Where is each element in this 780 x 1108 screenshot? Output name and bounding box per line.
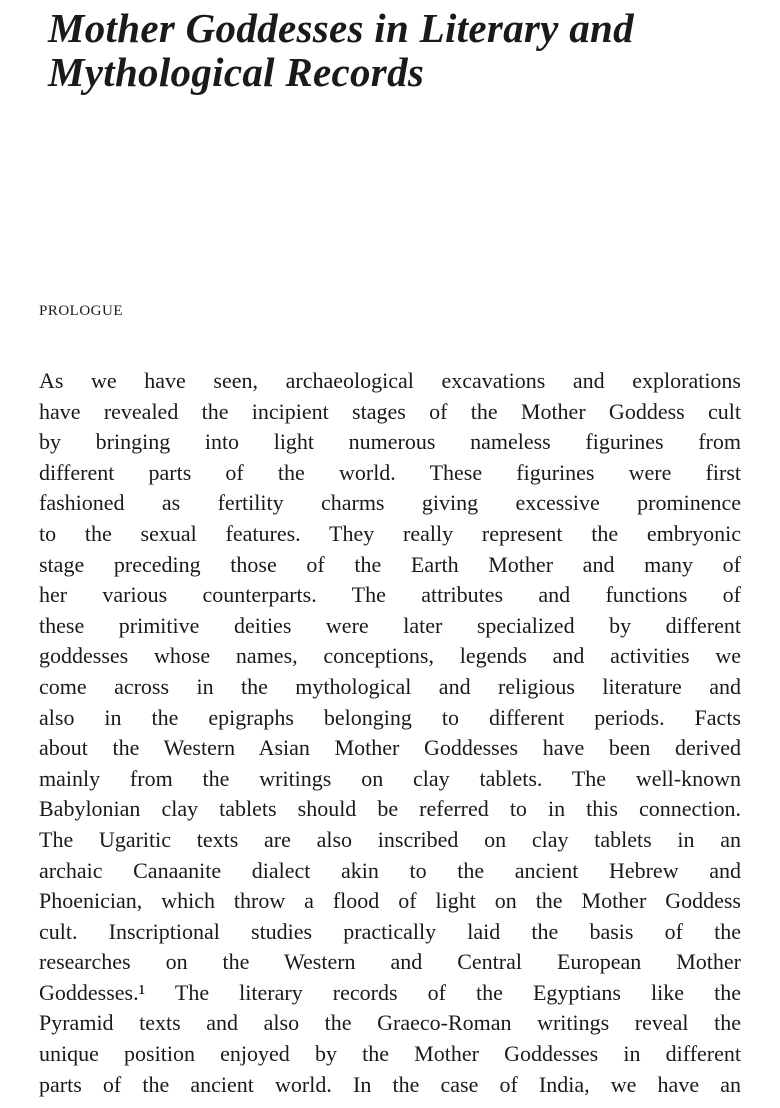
text-line: Pyramid texts and also the Graeco-Roman writings reveal the: [39, 1010, 741, 1036]
text-line: Babylonian clay tablets should be referred to in this connection.: [39, 796, 741, 822]
text-line: by bringing into light numerous nameless figurines from: [39, 429, 741, 455]
text-line: mainly from the writings on clay tablets. The well-known: [39, 765, 741, 791]
text-line: Goddesses.¹ The literary records of the Egyptians like the: [39, 979, 741, 1005]
text-line: As we have seen, archaeological excavations and explorations: [39, 368, 741, 393]
text-line: parts of the ancient world. In the case of India, we have an: [39, 1071, 741, 1097]
text-line: her various counterparts. The attributes and functions of: [39, 582, 741, 608]
text-line: stage preceding those of the Earth Mother and many of: [39, 551, 741, 577]
text-line: The Ugaritic texts are also inscribed on clay tablets in an: [39, 826, 741, 852]
text-line: cult. Inscriptional studies practically laid the basis of the: [39, 918, 741, 944]
section-heading: PROLOGUE: [39, 303, 124, 319]
text-line: archaic Canaanite dialect akin to the ancient Hebrew and: [39, 857, 741, 883]
text-line: also in the epigraphs belonging to different periods. Facts: [39, 704, 741, 730]
text-line: about the Western Asian Mother Goddesses have been derived: [39, 735, 741, 761]
text-line: Phoenician, which throw a flood of light on the Mother Goddess: [39, 888, 741, 914]
text-line: these primitive deities were later specialized by different: [39, 612, 741, 638]
chapter-title: [48, 6, 748, 94]
text-line: goddesses whose names, conceptions, legends and activities we: [39, 643, 741, 669]
text-line: unique position enjoyed by the Mother Goddesses in different: [39, 1041, 741, 1067]
text-line: researches on the Western and Central European Mother: [39, 949, 741, 975]
body-text: [39, 366, 741, 1100]
chapter-title-line: Mother Goddesses in Literary and: [48, 5, 634, 51]
text-line: come across in the mythological and religious literature and: [39, 673, 741, 699]
text-line: fashioned as fertility charms giving excessive prominence: [39, 490, 741, 516]
text-line: to the sexual features. They really represent the embryonic: [39, 520, 741, 546]
text-line: have revealed the incipient stages of the Mother Goddess cult: [39, 398, 741, 424]
text-line: different parts of the world. These figurines were first: [39, 459, 741, 485]
chapter-title-line: Mythological Records: [48, 49, 425, 95]
